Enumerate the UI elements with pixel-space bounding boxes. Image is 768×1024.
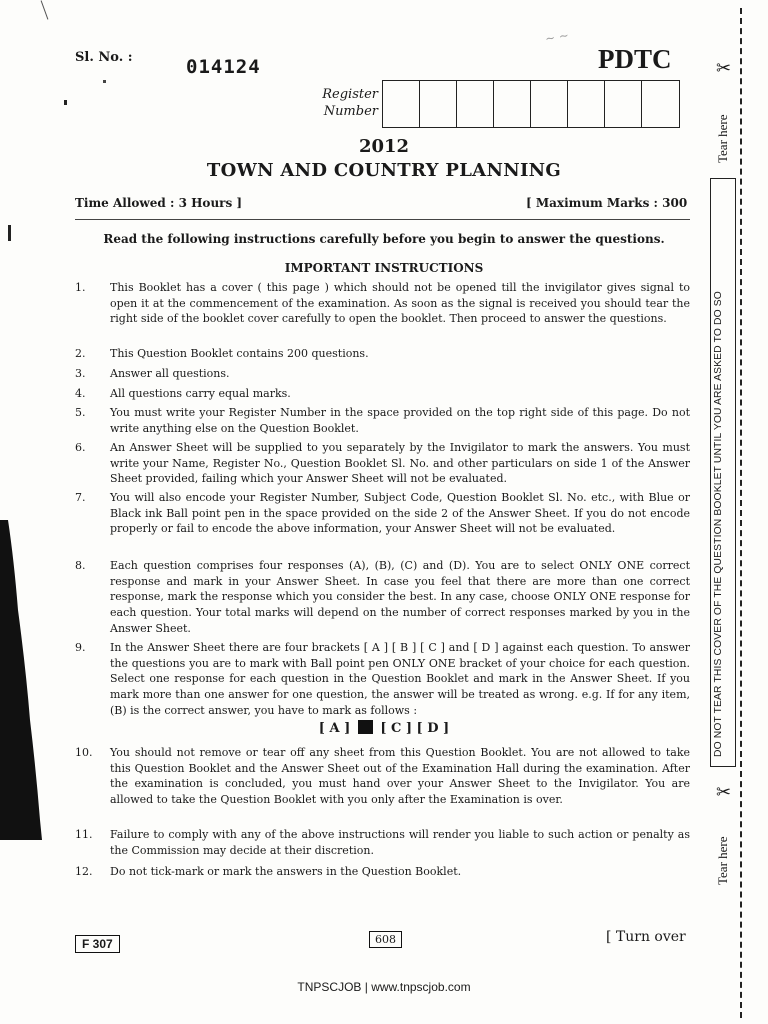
instruction-item: 9. In the Answer Sheet there are four brackets [ A ] [ B ] [ C ] and [ D ] against each question. To answer the questions you are to mark with Ball point pen ONLY ONE bracket of your choice for each question. Select one response for each question in the Question Booklet and mark in the Answer Sheet. If you mark more than one answer for one question, the answer will be treated as wrong. e.g. If for any item, (B) is the correct answer, you have to mark as follows : [75, 641, 690, 717]
instruction-item: 2. This Question Booklet contains 200 questions. [75, 347, 369, 360]
register-number-label: Register Number [322, 87, 378, 119]
scissors-icon: ✂ [716, 58, 732, 79]
register-number-boxes[interactable] [382, 80, 680, 128]
register-digit-box[interactable] [568, 81, 605, 127]
register-digit-box[interactable] [420, 81, 457, 127]
serial-number-value: 014124 [186, 56, 261, 78]
instruction-item: 3. Answer all questions. [75, 367, 230, 380]
read-instructions-note: Read the following instructions carefully before you begin to answer the questions. [103, 232, 665, 246]
instruction-item: 5. You must write your Register Number in the space provided on the top right side of this page. Do not write anything else on the Question Booklet. [75, 406, 690, 435]
serial-number-label: Sl. No. : [75, 50, 133, 65]
instruction-item: 4. All questions carry equal marks. [75, 387, 291, 400]
filled-bracket-b [358, 720, 373, 734]
bracket-a: [ A ] [318, 721, 351, 736]
exam-title: TOWN AND COUNTRY PLANNING [206, 160, 562, 181]
instruction-item: 12. Do not tick-mark or mark the answers in the Question Booklet. [75, 865, 462, 878]
page-number: 608 [369, 931, 402, 948]
maximum-marks: [ Maximum Marks : 300 [526, 196, 688, 210]
do-not-tear-warning: DO NOT TEAR THIS COVER OF THE QUESTION BOOKLET UNTIL YOU ARE ASKED TO DO SO [713, 291, 724, 757]
handwritten-scribble: ~ ~ [543, 28, 570, 46]
register-digit-box[interactable] [457, 81, 494, 127]
scan-dot [103, 80, 106, 83]
tear-here-label: Tear here [715, 836, 730, 885]
scan-line [41, 0, 49, 19]
subject-code: PDTC [598, 44, 672, 74]
time-allowed: Time Allowed : 3 Hours ] [75, 196, 243, 210]
instruction-item: 7. You will also encode your Register Number, Subject Code, Question Booklet Sl. No. etc., with Blue or Black ink Ball point pen in the space provided on the side 2 of the Answer Sheet. If you do not encode properly or fail to encode the above information, your Answer Sheet will not be evaluated. [75, 491, 690, 536]
register-digit-box[interactable] [531, 81, 568, 127]
tear-line [740, 8, 742, 1018]
bracket-c: [ C ] [380, 721, 413, 736]
divider [75, 219, 690, 220]
register-digit-box[interactable] [605, 81, 642, 127]
turn-over-note: [ Turn over [606, 929, 686, 945]
scan-dot [64, 100, 67, 105]
instruction-item: 11. Failure to comply with any of the above instructions will render you liable to such action or penalty as the Commission may decide at their discretion. [75, 828, 690, 857]
example-answer-brackets [0, 720, 768, 736]
register-digit-box[interactable] [494, 81, 531, 127]
exam-year: 2012 [358, 136, 410, 157]
instruction-item: 6. An Answer Sheet will be supplied to you separately by the Invigilator to mark the answers. You must write your Name, Register No., Question Booklet Sl. No. and other particulars on side 1 of the Answer Sheet provided, failing which your Answer Sheet will not be evaluated. [75, 441, 690, 486]
register-digit-box[interactable] [642, 81, 679, 127]
scissors-icon: ✂ [716, 782, 732, 803]
register-digit-box[interactable] [383, 81, 420, 127]
important-instructions-heading: IMPORTANT INSTRUCTIONS [284, 261, 484, 275]
bracket-d: [ D ] [416, 721, 450, 736]
instruction-item: 1. This Booklet has a cover ( this page ) which should not be opened till the invigilator gives signal to open it at the commencement of the examination. As soon as the signal is received you should tear the right side of the booklet cover carefully to open the booklet. Then proceed to answer the questions. [75, 281, 690, 326]
instruction-item: 10. You should not remove or tear off any sheet from this Question Booklet. You are not allowed to take this Question Booklet and the Answer Sheet out of the Examination Hall during the examination. After the examination is concluded, you must hand over your Answer Sheet to the Invigilator. You are allowed to take the Question Booklet with you only after the Examination is over. [75, 746, 690, 807]
tear-here-label: Tear here [715, 114, 730, 163]
instruction-item: 8. Each question comprises four responses (A), (B), (C) and (D). You are to select ONLY ONE correct response and mark in your Answer Sheet. In case you feel that there are more than one correct response, mark the response which you consider the best. In any case, choose ONLY ONE response for each question. Your total marks will depend on the number of correct responses marked by you in the Answer Sheet. [75, 559, 690, 635]
website-watermark: TNPSCJOB | www.tnpscjob.com [297, 980, 471, 994]
scan-shadow [0, 520, 44, 840]
paper-code-box: F 307 [75, 935, 120, 953]
